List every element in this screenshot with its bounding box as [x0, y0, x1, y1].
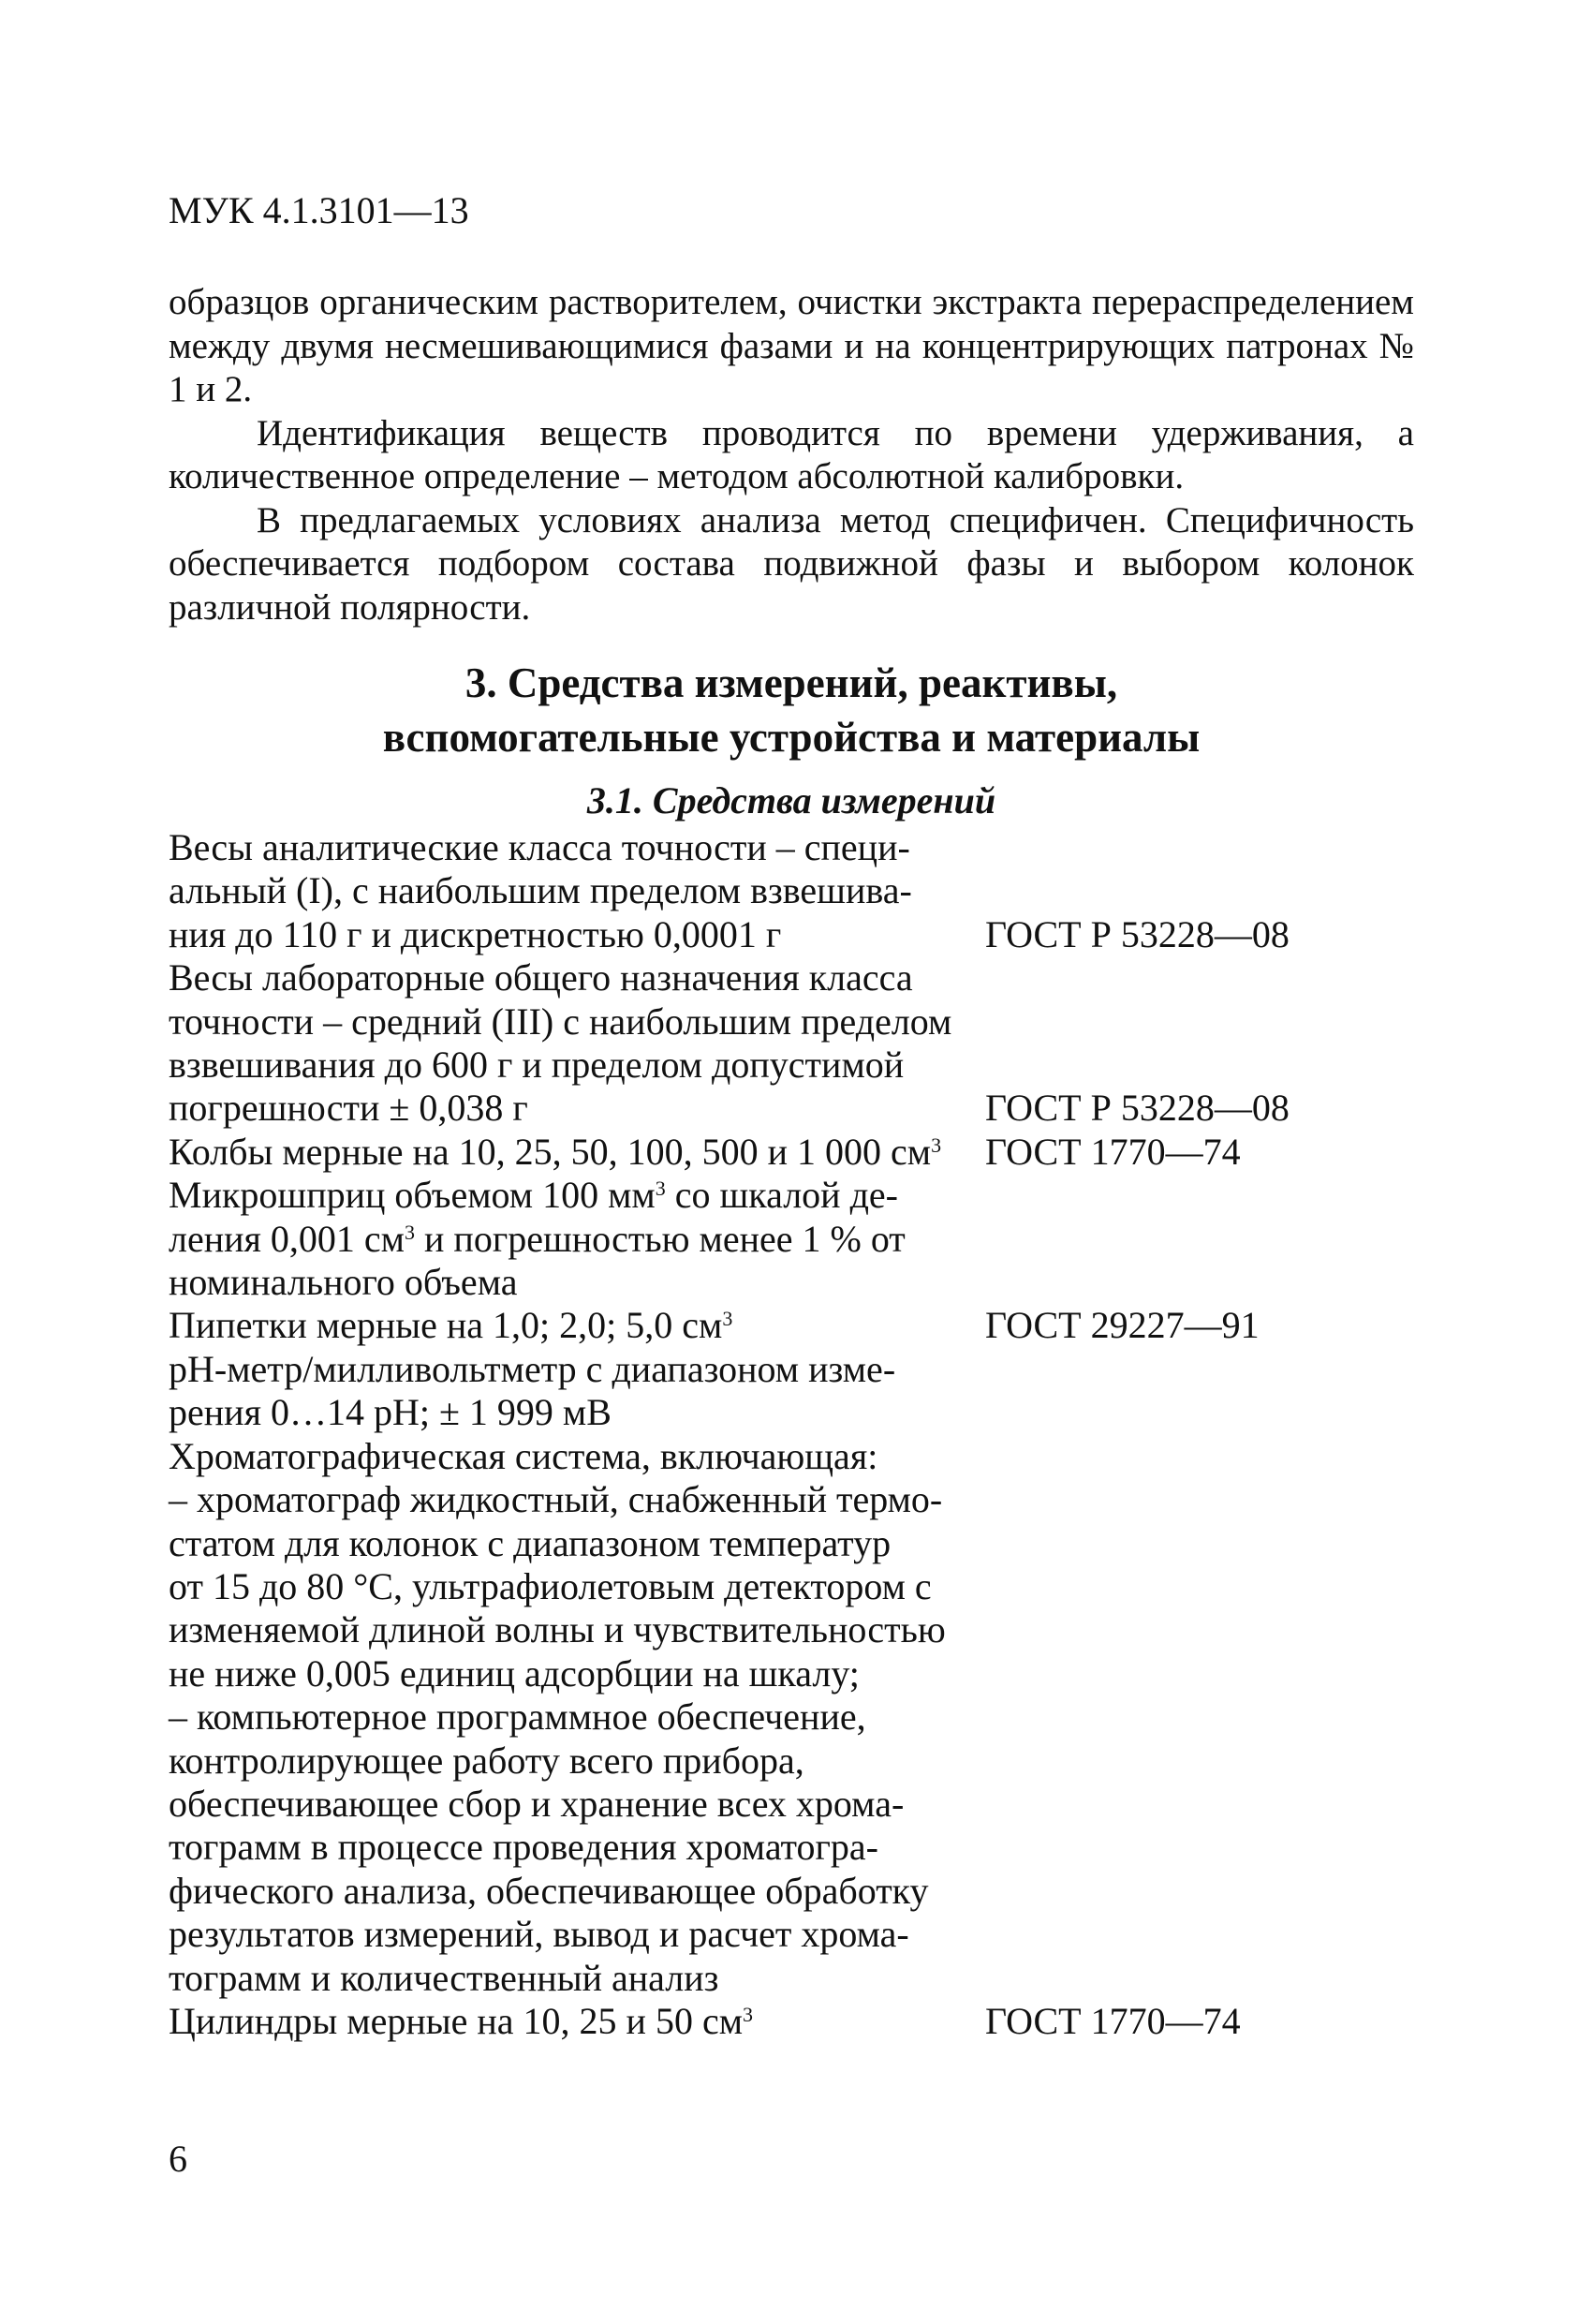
item-line: [169, 1304, 974, 1347]
item-description: [169, 1348, 974, 1435]
item-line: Весы лабораторные общего назначения класса: [169, 956, 913, 999]
item-standard-ref: ГОСТ Р 53228—08: [985, 1087, 1290, 1130]
item-description: [169, 826, 974, 956]
item-line: погрешности ± 0,038 г: [169, 1087, 528, 1130]
list-item: [169, 1131, 1414, 1174]
subsection-heading: 3.1. Средства измерений: [586, 779, 996, 822]
document-code: МУК 4.1.3101—13: [169, 189, 469, 231]
intro-paragraph: В предлагаемых условиях анализа метод специфичен. Специфичность обеспечивается подбором состава подвижной фазы и выбором колонок различной полярности.: [169, 499, 1414, 628]
item-line: – компьютерное программное обеспечение,: [169, 1695, 866, 1739]
equipment-list: [169, 826, 1414, 2043]
superscript: 3: [405, 1220, 415, 1244]
page-number: 6: [169, 2138, 187, 2180]
intro-paragraph: Идентификация веществ проводится по времени удерживания, а количественное определение – методом абсолютной калибровки.: [169, 412, 1414, 496]
item-line: [169, 1131, 974, 1174]
item-line: обеспечивающее сбор и хранение всех хрома-: [169, 1782, 905, 1825]
item-text: Колбы мерные на 10, 25, 50, 100, 500 и 1 000 см: [169, 1130, 932, 1173]
item-line: – хроматограф жидкостный, снабженный термо-: [169, 1478, 943, 1521]
item-line: статом для колонок с диапазоном температур: [169, 1521, 892, 1564]
item-line: от 15 до 80 °С, ультрафиолетовым детектором с: [169, 1564, 932, 1607]
list-item: [169, 956, 1414, 1131]
item-line: номинального объема: [169, 1261, 518, 1304]
item-text: и погрешностью менее 1 % от: [415, 1217, 906, 1260]
list-item: [169, 1174, 1414, 1304]
item-description: [169, 1304, 974, 1347]
item-line: взвешивания до 600 г и пределом допустимой: [169, 1044, 905, 1087]
item-line: рения 0…14 pH; ± 1 999 мВ: [169, 1391, 612, 1434]
item-line: Хроматографическая система, включающая:: [169, 1434, 878, 1477]
item-description: [169, 1174, 974, 1304]
item-line: альный (I), с наибольшим пределом взвешива-: [169, 869, 912, 912]
item-standard-ref: ГОСТ 1770—74: [985, 1999, 1241, 2042]
item-line: изменяемой длиной волны и чувствительностью: [169, 1608, 946, 1651]
intro-paragraph: образцов органическим растворителем, очистки экстракта перераспределением между двумя несмешивающимися фазами и на концентрирующих патронах № 1 и 2.: [169, 282, 1414, 409]
item-line: [169, 1218, 974, 1261]
list-item: [169, 2000, 1414, 2043]
item-description: [169, 1131, 974, 1174]
item-text: Микрошприц объемом 100 мм: [169, 1174, 656, 1217]
item-line: ния до 110 г и дискретностью 0,0001 г: [169, 912, 782, 955]
item-line: результатов измерений, вывод и расчет хрома-: [169, 1913, 909, 1956]
item-line: точности – средний (III) с наибольшим пределом: [169, 999, 952, 1043]
item-line: pH-метр/милливольтметр с диапазоном изме-: [169, 1347, 896, 1390]
list-item: [169, 1304, 1414, 1347]
item-line: контролирующее работу всего прибора,: [169, 1739, 804, 1782]
section-heading-line: 3. Средства измерений, реактивы,: [464, 659, 1118, 706]
item-description: [169, 1435, 974, 2000]
superscript: 3: [743, 2002, 754, 2026]
section-heading-line: вспомогательные устройства и материалы: [382, 714, 1201, 761]
item-text: со шкалой де-: [665, 1174, 898, 1217]
list-item: [169, 1435, 1414, 2000]
superscript: 3: [655, 1177, 666, 1201]
item-line: фического анализа, обеспечивающее обработку: [169, 1869, 929, 1912]
item-standard-ref: ГОСТ 29227—91: [985, 1304, 1260, 1347]
intro-text: [169, 281, 1414, 629]
item-line: Весы аналитические класса точности – специ-: [169, 826, 910, 868]
item-text: ления 0,001 см: [169, 1217, 405, 1260]
item-text: Цилиндры мерные на 10, 25 и 50 см: [169, 1999, 744, 2042]
item-standard-ref: ГОСТ 1770—74: [985, 1130, 1241, 1173]
item-description: [169, 2000, 974, 2043]
item-line: тограмм и количественный анализ: [169, 1956, 719, 1999]
item-line: тограмм в процессе проведения хроматогра-: [169, 1826, 878, 1869]
section-heading: [169, 656, 1414, 764]
item-description: [169, 956, 974, 1131]
superscript: 3: [722, 1307, 733, 1331]
item-standard-ref: ГОСТ Р 53228—08: [985, 912, 1290, 955]
item-text: Пипетки мерные на 1,0; 2,0; 5,0 см: [169, 1304, 723, 1347]
item-line: [169, 2000, 974, 2043]
list-item: [169, 1348, 1414, 1435]
list-item: [169, 826, 1414, 956]
item-line: не ниже 0,005 единиц адсорбции на шкалу;: [169, 1651, 860, 1695]
superscript: 3: [931, 1132, 942, 1157]
item-line: [169, 1174, 974, 1217]
